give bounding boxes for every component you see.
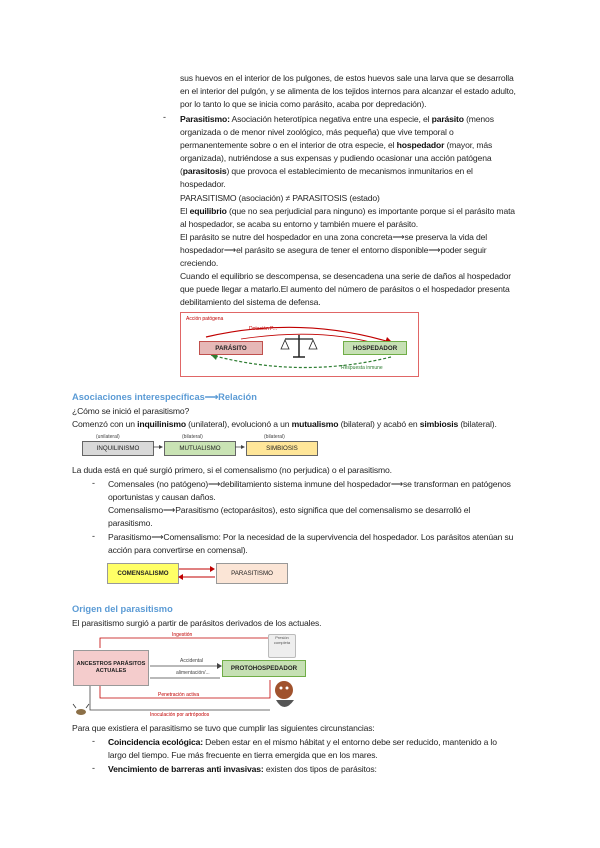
text-line: creciendo. bbox=[180, 258, 219, 269]
text-line: PARASITISMO (asociación) ≠ PARASITOSIS (estado) bbox=[180, 192, 380, 203]
asociaciones-text bbox=[72, 405, 497, 431]
dotacion-label: Dotación P... bbox=[249, 326, 277, 332]
bullet-coincidencia bbox=[108, 736, 497, 762]
text-line: que puede llegar a matarlo.El aumento del número de parásitos o el hospedador presenta bbox=[180, 284, 510, 295]
text-line: organizada), nutriéndose a sus expensas y pudiendo ocasionar una acción patógena bbox=[180, 153, 492, 164]
intro-paragraph bbox=[180, 72, 516, 111]
person-icon bbox=[268, 676, 304, 716]
origen-line: El parasitismo surgió a partir de parásitos derivados de los actuales. bbox=[72, 618, 322, 628]
section-heading-asociaciones: Asociaciones interespecíficas⟶Relación bbox=[72, 392, 257, 402]
parasito-box: PARÁSITO bbox=[199, 341, 263, 355]
bullet-dash: - bbox=[92, 478, 95, 488]
term-parasitismo: Parasitismo: bbox=[180, 114, 230, 124]
text-line: hospedador⟶el parásito se asegura de tener el entorno disponible⟶poder seguir bbox=[180, 244, 487, 255]
term-inquilinismo: inquilinismo bbox=[137, 419, 186, 430]
circunstancias-line: Para que existiera el parasitismo se tuvo que cumplir las siguientes circunstancias: bbox=[72, 723, 375, 733]
intro-line: en el interior del pulgón, y se alimenta de los tejidos internos para alcanzar el estado adulto, bbox=[180, 86, 516, 97]
accion-label: Acción patógena bbox=[186, 316, 224, 322]
arrow-head bbox=[210, 566, 215, 572]
bullet-dash: - bbox=[163, 112, 166, 122]
bidirectional-arrows bbox=[177, 563, 217, 583]
text: (mayor, más bbox=[444, 140, 493, 151]
text: (unilateral), evolucionó a un bbox=[185, 419, 292, 430]
duda-line: La duda está en qué surgió primero, si el comensalismo (no perjudica) o el parasitismo. bbox=[72, 465, 392, 475]
text: (menos bbox=[463, 114, 494, 124]
eye-shape bbox=[280, 687, 283, 690]
text: existen dos tipos de parásitos: bbox=[263, 764, 377, 774]
bullet-dash: - bbox=[92, 763, 95, 773]
insect-leg bbox=[86, 704, 89, 708]
text: (que no sea perjudicial para ninguno) es importante porque si el parásito mata bbox=[226, 205, 515, 216]
presa-card bbox=[268, 634, 296, 658]
comensalismo-box: COMENSALISMO bbox=[107, 563, 179, 584]
eye-shape bbox=[286, 687, 289, 690]
term-equilibrio: equilibrio bbox=[189, 205, 227, 216]
text: permanentemente sobre o en el interior de otra especie, el bbox=[180, 140, 397, 151]
text-line: parasitismo. bbox=[108, 518, 153, 529]
balance-diagram bbox=[180, 312, 419, 377]
term-vencimiento: Vencimiento de barreras anti invasivas: bbox=[108, 764, 264, 774]
text: ) que provoca el establecimiento de mecanismos inmunitarios en el bbox=[226, 166, 473, 177]
arrow-head bbox=[241, 445, 245, 449]
label-bilateral: (bilateral) bbox=[264, 434, 285, 440]
text: El bbox=[180, 205, 190, 216]
text-line: acción para convertirse en comensal). bbox=[108, 545, 248, 556]
bullet-dash: - bbox=[92, 531, 95, 541]
insect-icon bbox=[72, 703, 90, 719]
label-bilateral: (bilateral) bbox=[182, 434, 203, 440]
inoculacion-label: Inoculación por artrópodos bbox=[150, 712, 210, 718]
text-line: organizada o de menor nivel zoológico, más pequeña) que vive temporal o bbox=[180, 127, 454, 138]
inquilinismo-box: INQUILINISMO bbox=[82, 441, 154, 456]
term-mutualismo: mutualismo bbox=[291, 419, 339, 430]
accidental-label: Accidental bbox=[180, 658, 204, 664]
text-line: El parásito se nutre del hospedador en una zona concreta⟶se preserva la vida del bbox=[180, 231, 488, 242]
alimentacion-label: alimentación/... bbox=[176, 670, 210, 676]
text: Asociación heterotípica negativa entre una especie, el bbox=[229, 114, 432, 124]
text-line: al hospedador, se acaba su entorno y también muere el parásito. bbox=[180, 218, 419, 229]
parasitismo-box: PARASITISMO bbox=[216, 563, 288, 584]
text: Deben estar en el mismo hábitat y el entorno debe ser reducido, mantenido a lo bbox=[202, 737, 497, 747]
text-line: largo del tiempo. Fue más frecuente en tierra emergida que en los mares. bbox=[108, 750, 378, 761]
insect-leg bbox=[73, 704, 76, 708]
question-line: ¿Cómo se inició el parasitismo? bbox=[72, 406, 190, 416]
section-heading-origen: Origen del parasitismo bbox=[72, 604, 173, 614]
scale-pan bbox=[281, 340, 289, 349]
text-line: Cuando el equilibrio se descompensa, se desencadena una serie de daños al hospedador bbox=[180, 271, 511, 282]
insect-body bbox=[76, 709, 86, 715]
text: ( bbox=[180, 166, 183, 177]
scale-pan bbox=[309, 340, 317, 349]
bullet-comensales bbox=[108, 478, 511, 530]
mutualismo-box: MUTUALISMO bbox=[164, 441, 236, 456]
head-shape bbox=[275, 681, 293, 699]
arrow-head bbox=[159, 445, 163, 449]
protohospedador-box: PROTOHOSPEDADOR bbox=[222, 660, 306, 677]
text-line: Comensalismo⟶Parasitismo (ectoparásitos), esto significa que del comensalismo se desarrolló el bbox=[108, 505, 471, 516]
chain-arrows bbox=[0, 438, 600, 458]
intro-line: sus huevos en el interior de los pulgones, de estos huevos sale una larva que se desarrolla bbox=[180, 73, 514, 83]
term-parasitosis: parasitosis bbox=[182, 166, 227, 177]
arrow-head bbox=[178, 574, 183, 580]
simbiosis-box: SIMBIOSIS bbox=[246, 441, 318, 456]
text: (bilateral) y acabó en bbox=[338, 419, 420, 430]
parasitismo-paragraph bbox=[180, 113, 515, 309]
text: Comenzó con un bbox=[72, 419, 138, 430]
text-line: debilitamiento del sistema de defensa. bbox=[180, 297, 321, 308]
presa-label: Presión completa bbox=[273, 635, 291, 645]
hospedador-box: HOSPEDADOR bbox=[343, 341, 407, 355]
body-shape bbox=[276, 700, 294, 707]
respuesta-label: Respuesta inmune bbox=[341, 365, 383, 371]
text-line: Comensales (no patógeno)⟶debilitamiento sistema inmune del hospedador⟶se transforman en patógenos bbox=[108, 479, 511, 489]
term-simbiosis: simbiosis bbox=[419, 419, 459, 430]
label-unilateral: (unilateral) bbox=[96, 434, 120, 440]
text-line: hospedador. bbox=[180, 179, 226, 190]
term-parasito: parásito bbox=[431, 114, 464, 124]
bullet-vencimiento bbox=[108, 763, 377, 776]
term-coincidencia: Coincidencia ecológica: bbox=[108, 737, 203, 747]
penetracion-label: Penetración activa bbox=[158, 692, 200, 698]
ingestion-label: Ingestión bbox=[172, 632, 193, 638]
ancestros-box: ANCESTROS PARÁSITOS ACTUALES bbox=[73, 650, 149, 686]
term-hospedador: hospedador bbox=[396, 140, 445, 151]
bullet-dash: - bbox=[92, 736, 95, 746]
intro-line: por lo tanto lo que se inicia como parásito, acaba por depredación). bbox=[180, 99, 427, 110]
text-line: oportunistas y causan daños. bbox=[108, 492, 216, 503]
bullet-parasitismo-comensalismo bbox=[108, 531, 513, 557]
text-line: Parasitismo⟶Comensalismo: Por la necesidad de la supervivencia del hospedador. Los parásitos atenúan su bbox=[108, 532, 514, 542]
text: (bilateral). bbox=[458, 419, 497, 430]
